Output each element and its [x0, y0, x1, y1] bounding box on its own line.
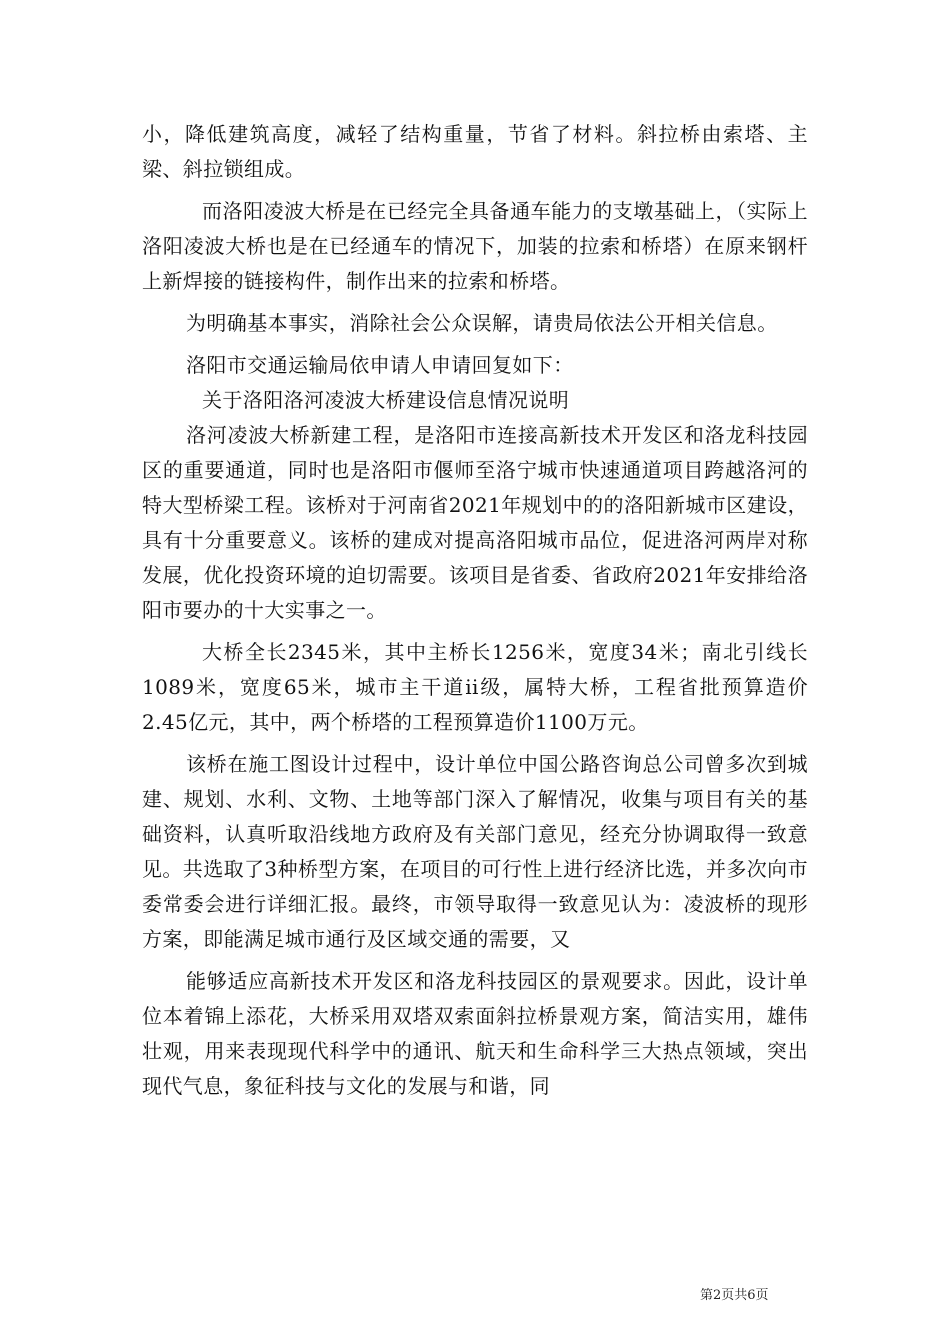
paragraph-6: 洛河凌波大桥新建工程，是洛阳市连接高新技术开发区和洛龙科技园区的重要通道，同时也是洛阳市偃师至洛宁城市快速通道项目跨越洛河的特大型桥梁工程。该桥对于河南省2021年规划中的的洛阳新城市区建设，具有十分重要意义。该桥的建成对提高洛阳城市品位，促进洛河两岸对称发展，优化投资环境的迫切需要。该项目是省委、省政府2021年安排给洛阳市要办的十大实事之一。	[142, 423, 808, 622]
paragraph-8: 该桥在施工图设计过程中，设计单位中国公路咨询总公司曾多次到城建、规划、水利、文物、土地等部门深入了解情况，收集与项目有关的基础资料，认真听取沿线地方政府及有关部门意见，经充分协调取得一致意见。共选取了3种桥型方案，在项目的可行性上进行经济比选，并多次向市委常委会进行详细汇报。最终，市领导取得一致意见认为：凌波桥的现形方案，即能满足城市通行及区域交通的需要，又	[142, 752, 808, 951]
paragraph-1: 小，降低建筑高度，减轻了结构重量，节省了材料。斜拉桥由索塔、主梁、斜拉锁组成。	[142, 122, 808, 181]
page-number-footer	[700, 1287, 850, 1305]
paragraph-2: 而洛阳凌波大桥是在已经完全具备通车能力的支墩基础上，（实际上洛阳凌波大桥也是在已经通车的情况下，加装的拉索和桥塔）在原来钢杆上新焊接的链接构件，制作出来的拉索和桥塔。	[142, 199, 808, 293]
paragraph-4: 洛阳市交通运输局依申请人申请回复如下：	[186, 353, 574, 377]
paragraph-3: 为明确基本事实，消除社会公众误解，请贵局依法公开相关信息。	[186, 311, 778, 335]
paragraph-9: 能够适应高新技术开发区和洛龙科技园区的景观要求。因此，设计单位本着锦上添花，大桥采用双塔双索面斜拉桥景观方案，简洁实用，雄伟壮观，用来表现现代科学中的通讯、航天和生命科学三大热点领域，突出现代气息，象征科技与文化的发展与和谐，同	[142, 969, 808, 1098]
document-body	[142, 117, 808, 1104]
paragraph-5: 关于洛阳洛河凌波大桥建设信息情况说明	[202, 388, 570, 412]
paragraph-7: 大桥全长2345米，其中主桥长1256米，宽度34米；南北引线长1089米，宽度65米，城市主干道ii级，属特大桥，工程省批预算造价2.45亿元，其中，两个桥塔的工程预算造价1100万元。	[142, 640, 808, 734]
page-number-label: 第2页共6页	[700, 1288, 769, 1303]
